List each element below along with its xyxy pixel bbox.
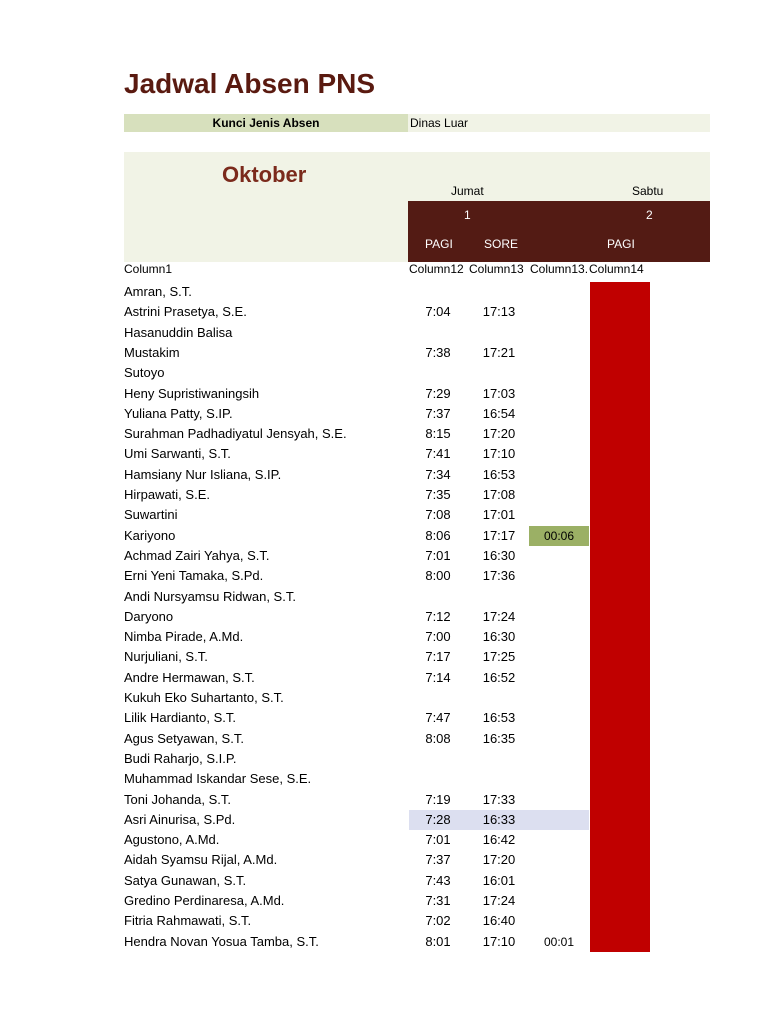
late-duration[interactable] bbox=[529, 911, 589, 931]
sore-time[interactable]: 17:03 bbox=[482, 385, 516, 401]
table-row[interactable] bbox=[0, 749, 768, 769]
day-number-2: 2 bbox=[646, 208, 653, 222]
employee-name[interactable]: Yuliana Patty, S.IP. bbox=[124, 405, 233, 421]
table-row[interactable] bbox=[0, 465, 768, 485]
table-row[interactable] bbox=[0, 505, 768, 525]
employee-name[interactable]: Hasanuddin Balisa bbox=[124, 324, 233, 340]
day-number-1: 1 bbox=[464, 208, 471, 222]
employee-name[interactable]: Suwartini bbox=[124, 507, 178, 523]
late-duration[interactable] bbox=[529, 302, 589, 322]
pagi-time[interactable]: 8:08 bbox=[425, 730, 451, 746]
sore-time[interactable]: 16:33 bbox=[482, 811, 516, 827]
table-row[interactable] bbox=[0, 790, 768, 810]
late-duration[interactable] bbox=[529, 688, 589, 708]
day-header-band bbox=[408, 201, 710, 262]
pagi-time[interactable]: 7:19 bbox=[425, 791, 451, 807]
late-duration[interactable] bbox=[529, 384, 589, 404]
late-duration[interactable] bbox=[529, 871, 589, 891]
sore-time[interactable]: 17:20 bbox=[482, 426, 516, 442]
pagi-header-1: PAGI bbox=[425, 237, 453, 251]
late-duration[interactable] bbox=[529, 546, 589, 566]
pagi-time[interactable]: 7:43 bbox=[425, 872, 451, 888]
late-duration[interactable] bbox=[529, 607, 589, 627]
employee-name[interactable]: Umi Sarwanti, S.T. bbox=[124, 446, 231, 462]
pagi-time[interactable] bbox=[409, 769, 467, 789]
table-row[interactable] bbox=[0, 323, 768, 343]
late-duration[interactable] bbox=[529, 627, 589, 647]
late-duration[interactable] bbox=[529, 891, 589, 911]
pagi-time[interactable] bbox=[409, 688, 467, 708]
pagi-time[interactable]: 7:04 bbox=[425, 304, 451, 320]
pagi-time[interactable]: 7:34 bbox=[425, 466, 451, 482]
table-row[interactable] bbox=[0, 587, 768, 607]
pagi-time[interactable] bbox=[409, 587, 467, 607]
sore-time[interactable]: 17:10 bbox=[482, 933, 516, 949]
employee-name[interactable]: Andre Hermawan, S.T. bbox=[124, 669, 255, 685]
page-title: Jadwal Absen PNS bbox=[124, 68, 376, 99]
pagi-header-2: PAGI bbox=[607, 237, 635, 251]
employee-name[interactable]: Budi Raharjo, S.I.P. bbox=[124, 750, 237, 766]
late-duration[interactable] bbox=[529, 668, 589, 688]
table-row[interactable] bbox=[0, 911, 768, 931]
late-duration[interactable] bbox=[529, 850, 589, 870]
late-duration[interactable]: 00:06 bbox=[529, 526, 589, 546]
pagi-time[interactable]: 7:01 bbox=[425, 832, 451, 848]
sore-time[interactable]: 16:01 bbox=[482, 872, 516, 888]
late-duration[interactable] bbox=[529, 830, 589, 850]
sore-time[interactable]: 17:36 bbox=[482, 568, 516, 584]
sore-header-1: SORE bbox=[484, 237, 519, 251]
column-header-pagi[interactable]: Column12 bbox=[409, 262, 464, 276]
late-duration[interactable] bbox=[529, 810, 589, 830]
table-row[interactable] bbox=[0, 384, 768, 404]
pagi-time[interactable]: 7:35 bbox=[425, 487, 451, 502]
employee-name[interactable]: Toni Johanda, S.T. bbox=[124, 791, 231, 807]
pagi-time[interactable]: 7:01 bbox=[425, 547, 451, 563]
sore-time[interactable] bbox=[469, 749, 529, 769]
late-duration[interactable] bbox=[529, 282, 589, 302]
employee-name[interactable]: Astrini Prasetya, S.E. bbox=[124, 304, 247, 320]
employee-name[interactable]: Kariyono bbox=[124, 527, 176, 543]
employee-name[interactable]: Agustono, A.Md. bbox=[124, 832, 220, 848]
pagi-time[interactable]: 7:37 bbox=[425, 405, 451, 421]
table-row[interactable] bbox=[0, 871, 768, 891]
employee-name[interactable]: Achmad Zairi Yahya, S.T. bbox=[124, 547, 270, 563]
table-row[interactable] bbox=[0, 708, 768, 728]
late-duration[interactable] bbox=[529, 587, 589, 607]
employee-name[interactable]: Nurjuliani, S.T. bbox=[124, 649, 208, 665]
sore-time[interactable]: 17:13 bbox=[482, 304, 516, 320]
late-duration[interactable] bbox=[529, 444, 589, 464]
pagi-time[interactable]: 8:06 bbox=[425, 527, 451, 543]
pagi-time[interactable]: 7:00 bbox=[425, 629, 451, 645]
table-row[interactable] bbox=[0, 607, 768, 627]
sore-time[interactable]: 16:30 bbox=[482, 547, 516, 563]
sore-time[interactable]: 16:42 bbox=[482, 832, 516, 848]
table-row[interactable] bbox=[0, 668, 768, 688]
pagi-time[interactable] bbox=[409, 282, 467, 302]
sore-time[interactable]: 17:21 bbox=[482, 344, 516, 360]
employee-name[interactable]: Hamsiany Nur Isliana, S.IP. bbox=[124, 466, 282, 482]
table-row[interactable] bbox=[0, 363, 768, 383]
sore-time[interactable] bbox=[469, 587, 529, 607]
pagi-time[interactable]: 8:00 bbox=[425, 568, 451, 584]
employee-name[interactable]: Hirpawati, S.E. bbox=[124, 487, 210, 502]
table-row[interactable] bbox=[0, 830, 768, 850]
table-row[interactable] bbox=[0, 526, 768, 546]
pagi-time[interactable]: 7:08 bbox=[425, 507, 451, 523]
sore-time[interactable]: 16:54 bbox=[482, 405, 516, 421]
late-duration[interactable] bbox=[529, 647, 589, 667]
sore-time[interactable]: 17:24 bbox=[482, 608, 516, 624]
table-row[interactable] bbox=[0, 546, 768, 566]
table-row[interactable] bbox=[0, 485, 768, 505]
pagi-time[interactable]: 7:17 bbox=[425, 649, 451, 665]
table-row[interactable] bbox=[0, 343, 768, 363]
employee-name[interactable]: Surahman Padhadiyatul Jensyah, S.E. bbox=[124, 426, 347, 442]
pagi-time[interactable]: 7:14 bbox=[425, 669, 451, 685]
employee-name[interactable]: Fitria Rahmawati, S.T. bbox=[124, 913, 252, 929]
month-title: Oktober bbox=[222, 162, 307, 187]
employee-name[interactable]: Nimba Pirade, A.Md. bbox=[124, 629, 244, 645]
pagi-time[interactable]: 7:37 bbox=[425, 852, 451, 868]
sore-time[interactable]: 16:53 bbox=[482, 466, 516, 482]
sore-time[interactable] bbox=[469, 769, 529, 789]
sore-time[interactable] bbox=[469, 323, 529, 343]
employee-name[interactable]: Aidah Syamsu Rijal, A.Md. bbox=[124, 852, 278, 868]
late-duration[interactable] bbox=[529, 424, 589, 444]
pagi-time[interactable] bbox=[409, 363, 467, 383]
pagi-time[interactable]: 7:38 bbox=[425, 344, 451, 360]
table-row[interactable] bbox=[0, 891, 768, 911]
employee-name[interactable]: Amran, S.T. bbox=[124, 284, 192, 299]
sore-time[interactable]: 17:24 bbox=[482, 893, 516, 908]
day-name-1: Jumat bbox=[451, 184, 484, 198]
late-duration[interactable] bbox=[529, 708, 589, 728]
pagi-time[interactable]: 7:31 bbox=[425, 893, 451, 908]
pagi-time[interactable]: 7:02 bbox=[425, 913, 451, 929]
late-duration[interactable] bbox=[529, 790, 589, 810]
late-duration[interactable] bbox=[529, 465, 589, 485]
employee-name[interactable]: Heny Supristiwaningsih bbox=[124, 385, 260, 401]
absence-key-label: Kunci Jenis Absen bbox=[124, 114, 408, 132]
employee-name[interactable]: Andi Nursyamsu Ridwan, S.T. bbox=[124, 588, 296, 604]
late-duration[interactable] bbox=[529, 323, 589, 343]
late-duration[interactable] bbox=[529, 749, 589, 769]
employee-name[interactable]: Agus Setyawan, S.T. bbox=[124, 730, 244, 746]
pagi-time[interactable]: 7:41 bbox=[425, 446, 451, 462]
absence-key-row bbox=[124, 114, 710, 132]
sore-time[interactable]: 17:20 bbox=[482, 852, 516, 868]
sore-time[interactable]: 16:30 bbox=[482, 629, 516, 645]
late-duration[interactable] bbox=[529, 363, 589, 383]
table-row[interactable] bbox=[0, 769, 768, 789]
table-row[interactable] bbox=[0, 647, 768, 667]
table-row[interactable] bbox=[0, 850, 768, 870]
table-row[interactable] bbox=[0, 729, 768, 749]
table-row[interactable] bbox=[0, 932, 768, 952]
table-row[interactable] bbox=[0, 810, 768, 830]
table-row[interactable] bbox=[0, 444, 768, 464]
late-duration[interactable] bbox=[529, 404, 589, 424]
late-duration[interactable] bbox=[529, 485, 589, 505]
column-header-day2[interactable]: Column14 bbox=[589, 262, 644, 276]
day-name-2: Sabtu bbox=[632, 184, 664, 198]
pagi-time[interactable]: 7:28 bbox=[425, 811, 451, 827]
sore-time[interactable] bbox=[469, 688, 529, 708]
pagi-time[interactable] bbox=[409, 323, 467, 343]
pagi-time[interactable] bbox=[409, 749, 467, 769]
pagi-time[interactable]: 7:29 bbox=[425, 385, 451, 401]
employee-name[interactable]: Daryono bbox=[124, 608, 174, 624]
calendar-header bbox=[124, 152, 710, 262]
table-row[interactable] bbox=[0, 302, 768, 322]
employee-name[interactable]: Sutoyo bbox=[124, 365, 165, 381]
pagi-time[interactable]: 7:47 bbox=[425, 710, 451, 726]
late-duration[interactable] bbox=[529, 343, 589, 363]
table-row[interactable] bbox=[0, 404, 768, 424]
employee-name[interactable]: Muhammad Iskandar Sese, S.E. bbox=[124, 771, 312, 787]
sore-time[interactable]: 16:40 bbox=[482, 913, 516, 929]
sore-time[interactable]: 16:52 bbox=[482, 669, 516, 685]
sore-time[interactable]: 17:33 bbox=[482, 791, 516, 807]
employee-name[interactable]: Erni Yeni Tamaka, S.Pd. bbox=[124, 568, 264, 584]
table-row[interactable] bbox=[0, 688, 768, 708]
column-header-name[interactable]: Column1 bbox=[124, 262, 173, 276]
sore-time[interactable]: 17:10 bbox=[482, 446, 516, 462]
late-duration[interactable] bbox=[529, 566, 589, 586]
pagi-time[interactable]: 8:15 bbox=[425, 426, 451, 442]
late-duration[interactable] bbox=[529, 729, 589, 749]
pagi-time[interactable]: 7:12 bbox=[425, 608, 451, 624]
employee-name[interactable]: Asri Ainurisa, S.Pd. bbox=[124, 811, 236, 827]
late-duration[interactable] bbox=[529, 505, 589, 525]
table-row[interactable] bbox=[0, 627, 768, 647]
sore-time[interactable]: 17:01 bbox=[482, 507, 516, 523]
absence-key-value[interactable]: Dinas Luar bbox=[408, 114, 710, 132]
late-duration[interactable]: 00:01 bbox=[543, 934, 575, 949]
late-duration[interactable] bbox=[529, 769, 589, 789]
employee-name[interactable]: Satya Gunawan, S.T. bbox=[124, 872, 247, 888]
sore-time[interactable]: 16:35 bbox=[482, 730, 516, 746]
employee-name[interactable]: Gredino Perdinaresa, A.Md. bbox=[124, 893, 285, 908]
employee-name[interactable]: Mustakim bbox=[124, 344, 180, 360]
column-header-sore[interactable]: Column13 bbox=[469, 262, 524, 276]
column-header-extra[interactable]: Column13. bbox=[530, 262, 589, 276]
table-row[interactable] bbox=[0, 282, 768, 302]
employee-name[interactable]: Kukuh Eko Suhartanto, S.T. bbox=[124, 690, 284, 705]
sore-time[interactable]: 17:08 bbox=[482, 487, 516, 502]
employee-name[interactable]: Hendra Novan Yosua Tamba, S.T. bbox=[124, 933, 319, 949]
table-row[interactable] bbox=[0, 566, 768, 586]
sore-time[interactable]: 17:17 bbox=[482, 527, 516, 543]
sore-time[interactable]: 17:25 bbox=[482, 649, 516, 665]
pagi-time[interactable]: 8:01 bbox=[425, 933, 451, 949]
sore-time[interactable]: 16:53 bbox=[482, 710, 516, 726]
sore-time[interactable] bbox=[469, 363, 529, 383]
table-row[interactable] bbox=[0, 424, 768, 444]
sore-time[interactable] bbox=[469, 282, 529, 302]
employee-name[interactable]: Lilik Hardianto, S.T. bbox=[124, 710, 236, 726]
